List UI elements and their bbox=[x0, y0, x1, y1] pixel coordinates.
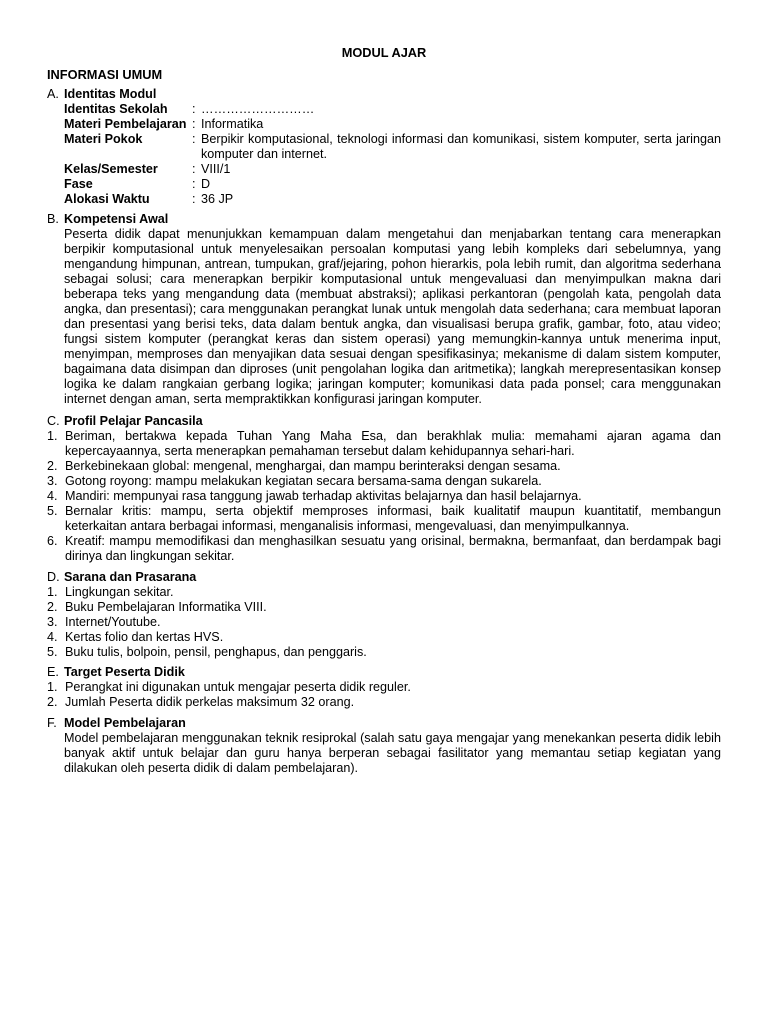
section-letter: C bbox=[47, 414, 57, 428]
list-item bbox=[47, 585, 721, 600]
list-number: 2. bbox=[47, 459, 58, 473]
list-number: 1. bbox=[47, 585, 58, 599]
identity-label: Materi Pokok bbox=[64, 132, 143, 146]
document-title: MODUL AJAR bbox=[341, 45, 427, 60]
identity-row bbox=[64, 117, 721, 132]
identity-value: ……………………… bbox=[201, 102, 315, 116]
section-title: Model Pembelajaran bbox=[64, 716, 186, 730]
section-title: Sarana dan Prasarana bbox=[64, 570, 197, 584]
identity-row bbox=[64, 102, 721, 117]
section-paragraph: Model pembelajaran menggunakan teknik resiprokal (salah satu gaya mengajar yang menekankan peserta didik lebih banyak aktif untuk belajar dan guru hanya berperan sebagai fasilitator yang memantau setiap kegiatan yang dilakukan oleh peserta didik di dalam pembelajaran). bbox=[64, 731, 721, 775]
section-profil-pelajar-pancasila bbox=[47, 414, 721, 564]
section-letter: D bbox=[47, 570, 57, 584]
list-number: 6. bbox=[47, 534, 58, 548]
list-item-text: Beriman, bertakwa kepada Tuhan Yang Maha Esa, dan berakhlak mulia: memahami ajaran agama dan kepercayaannya, serta menerapkan pemahaman tersebut dalam kehidupannya sehari-hari. bbox=[65, 429, 721, 458]
list-number: 4. bbox=[47, 630, 58, 644]
identity-label: Kelas/Semester bbox=[64, 162, 158, 176]
list-item bbox=[47, 630, 721, 645]
identity-value: Berpikir komputasional, teknologi informasi dan komunikasi, sistem komputer, serta jaringan komputer dan internet. bbox=[201, 132, 721, 161]
section-title: Identitas Modul bbox=[64, 87, 157, 101]
list-number: 2. bbox=[47, 600, 58, 614]
section-heading: B. Kompetensi Awal bbox=[47, 212, 169, 226]
list-item bbox=[47, 680, 721, 695]
list-item bbox=[47, 695, 721, 710]
list-item-text: Mandiri: mempunyai rasa tanggung jawab terhadap aktivitas belajarnya dan hasil belajarnya. bbox=[65, 489, 582, 503]
identity-separator: : bbox=[192, 132, 196, 146]
list-item-text: Kertas folio dan kertas HVS. bbox=[65, 630, 224, 644]
list-item bbox=[47, 615, 721, 630]
list-item bbox=[47, 489, 721, 504]
identity-separator: : bbox=[192, 117, 196, 131]
list-number: 4. bbox=[47, 489, 58, 503]
identity-table bbox=[64, 102, 721, 207]
identity-label: Fase bbox=[64, 177, 93, 191]
list-item-text: Bernalar kritis: mampu, serta objektif memproses informasi, baik kualitatif maupun kuantitatif, membangun keterkaitan antara berbagai informasi, menganalisis informasi, mengevaluasi, dan menyimpulkannya. bbox=[65, 504, 721, 533]
section-model-pembelajaran bbox=[47, 716, 721, 776]
section-letter: E bbox=[47, 665, 56, 679]
section-sarana-prasarana bbox=[47, 570, 721, 660]
identity-separator: : bbox=[192, 177, 196, 191]
identity-value: D bbox=[201, 177, 211, 191]
list-number: 2. bbox=[47, 695, 58, 709]
identity-label: Alokasi Waktu bbox=[64, 192, 150, 206]
section-title: Target Peserta Didik bbox=[64, 665, 185, 679]
list-item-text: Gotong royong: mampu melakukan kegiatan secara bersama-sama dengan sukarela. bbox=[65, 474, 542, 488]
list-number: 5. bbox=[47, 645, 58, 659]
identity-row bbox=[64, 192, 721, 207]
identity-value: VIII/1 bbox=[201, 162, 231, 176]
list-item bbox=[47, 474, 721, 489]
section-heading: C. Profil Pelajar Pancasila bbox=[47, 414, 203, 428]
list-item-text: Kreatif: mampu memodifikasi dan menghasilkan sesuatu yang orisinal, bermakna, bermanfaat, dan berdampak bagi dirinya dan lingkungan sekitar. bbox=[65, 534, 721, 563]
section-letter: A bbox=[47, 87, 56, 101]
info-heading: INFORMASI UMUM bbox=[47, 67, 163, 82]
section-title: Profil Pelajar Pancasila bbox=[64, 414, 203, 428]
section-heading: F. Model Pembelajaran bbox=[47, 716, 186, 730]
identity-row bbox=[64, 132, 721, 162]
section-heading: E. Target Peserta Didik bbox=[47, 665, 185, 679]
numbered-list bbox=[47, 585, 721, 660]
list-item-text: Internet/Youtube. bbox=[65, 615, 161, 629]
section-heading: D. Sarana dan Prasarana bbox=[47, 570, 197, 584]
list-item bbox=[47, 429, 721, 459]
list-item bbox=[47, 504, 721, 534]
section-heading: A. Identitas Modul bbox=[47, 87, 157, 101]
section-paragraph: Peserta didik dapat menunjukkan kemampuan dalam mengetahui dan menjabarkan tentang cara menerapkan berpikir komputasional untuk menyelesaikan persoalan komputasi yang lebih kompleks dari sebelumnya, yang mengandung himpunan, antrean, tumpukan, graf/jejaring, pohon hierarkis, pola lebih rumit, dan algoritma sederhana sebagai solusi; cara menerapkan berpikir komputasional untuk mengevaluasi dan menyimpulkan makna dari beberapa teks yang mengandung data (membuat abstraksi); aplikasi perkantoran (pengolah kata, pengolah data angka, dan presentasi); cara menggunakan perangkat lunak untuk mengolah data sederhana; cara membuat laporan dan presentasi yang berisi teks, data dalam bentuk angka, dan visualisasi berupa grafik, gambar, foto, atau video; fungsi sistem komputer (perangkat keras dan sistem operasi) yang memungkin-kannya untuk menerima input, menyimpan, memproses dan menyajikan data sesuai dengan spesifikasinya; mekanisme di dalam sistem komputer, bagaimana data disimpan dan diproses (unit pengolahan logika dan aritmetika); langkah merepresentasikan konsep logika ke dalam rangkaian gerbang logika; jaringan komputer; komunikasi data pada ponsel; cara menggunakan internet dengan aman, serta mempraktikkan konfigurasi jaringan komputer. bbox=[64, 227, 721, 406]
numbered-list bbox=[47, 680, 721, 710]
numbered-list bbox=[47, 429, 721, 564]
list-item-text: Lingkungan sekitar. bbox=[65, 585, 174, 599]
list-number: 3. bbox=[47, 474, 58, 488]
list-number: 5. bbox=[47, 504, 58, 518]
identity-value: Informatika bbox=[201, 117, 264, 131]
identity-label: Materi Pembelajaran bbox=[64, 117, 187, 131]
identity-row bbox=[64, 162, 721, 177]
list-item-text: Jumlah Peserta didik perkelas maksimum 32 orang. bbox=[65, 695, 355, 709]
list-item-text: Buku tulis, bolpoin, pensil, penghapus, dan penggaris. bbox=[65, 645, 367, 659]
section-letter: B bbox=[47, 212, 56, 226]
section-title: Kompetensi Awal bbox=[64, 212, 169, 226]
list-item-text: Perangkat ini digunakan untuk mengajar peserta didik reguler. bbox=[65, 680, 411, 694]
list-item bbox=[47, 534, 721, 564]
list-item bbox=[47, 459, 721, 474]
list-item-text: Buku Pembelajaran Informatika VIII. bbox=[65, 600, 267, 614]
identity-row bbox=[64, 177, 721, 192]
identity-separator: : bbox=[192, 162, 196, 176]
identity-separator: : bbox=[192, 192, 196, 206]
list-number: 1. bbox=[47, 429, 58, 443]
identity-value: 36 JP bbox=[201, 192, 234, 206]
identity-separator: : bbox=[192, 102, 196, 116]
list-number: 1. bbox=[47, 680, 58, 694]
section-letter: F bbox=[47, 716, 54, 730]
identity-label: Identitas Sekolah bbox=[64, 102, 168, 116]
list-item bbox=[47, 645, 721, 660]
section-target-peserta-didik bbox=[47, 665, 721, 710]
list-number: 3. bbox=[47, 615, 58, 629]
list-item bbox=[47, 600, 721, 615]
section-kompetensi-awal bbox=[47, 212, 721, 407]
section-identitas-modul bbox=[47, 87, 721, 207]
list-item-text: Berkebinekaan global: mengenal, menghargai, dan mampu berinteraksi dengan sesama. bbox=[65, 459, 561, 473]
